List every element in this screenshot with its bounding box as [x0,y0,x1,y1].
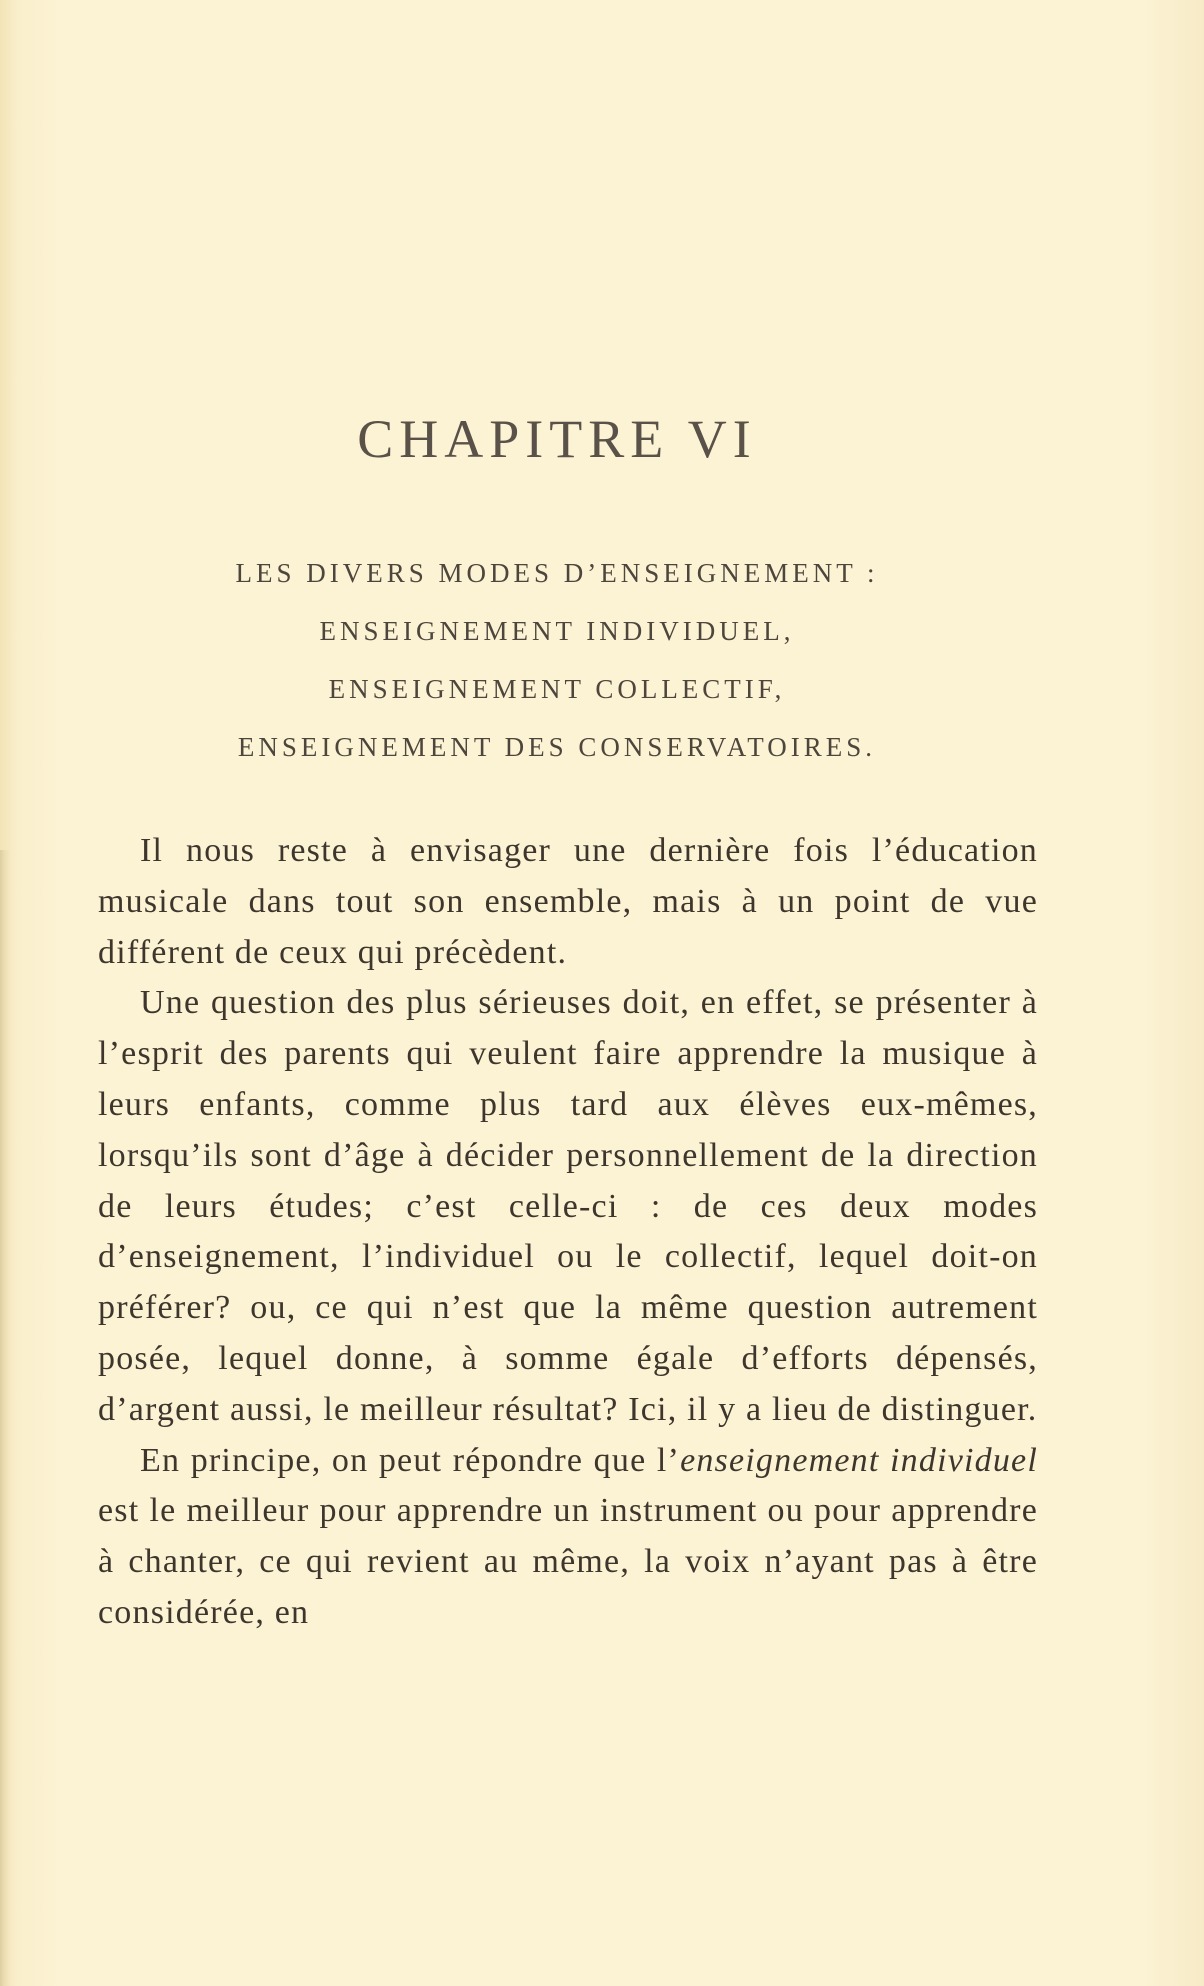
paragraph-3-start: En principe, on peut répondre que l’ [140,1441,681,1479]
subtitle-line-3: ENSEIGNEMENT COLLECTIF, [328,674,786,704]
paragraph-2: Une question des plus sérieuses doit, en effet, se présenter à l’esprit des parents qui veulent faire apprendre la musique à leurs enfants, comme plus tard aux élèves eux-mêmes, lorsqu’ils sont d’âge à décider personnellement de la direction de leurs études; c’est celle-ci : de ces deux modes d’enseignement, l’individuel ou le collectif, lequel doit-on préférer? ou, ce qui n’est que la même question autrement posée, lequel donne, à somme égale d’efforts dépensés, d’argent aussi, le meilleur résultat? Ici, il y a lieu de distinguer. [98,984,1038,1428]
paragraph-3 [98,1436,1038,1639]
subtitle-line-1: LES DIVERS MODES D’ENSEIGNEMENT : [235,558,879,588]
paragraph-3-italic: enseignement individuel [680,1441,1038,1479]
chapter-subtitle [0,544,1114,776]
page-gutter-shadow [0,850,10,1986]
paragraph-1: Il nous reste à envisager une dernière fois l’éducation musicale dans tout son ensemble, mais à un point de vue différent de ceux qui précèdent. [98,832,1038,971]
paragraph-3-end: est le meilleur pour apprendre un instrument ou pour apprendre à chanter, ce qui revient au même, la voix n’ayant pas à être considérée, en [98,1492,1038,1631]
body-text [98,826,1038,1639]
subtitle-line-4: ENSEIGNEMENT DES CONSERVATOIRES. [237,732,877,762]
subtitle-line-2: ENSEIGNEMENT INDIVIDUEL, [319,616,795,646]
chapter-title: CHAPITRE VI [357,409,757,469]
